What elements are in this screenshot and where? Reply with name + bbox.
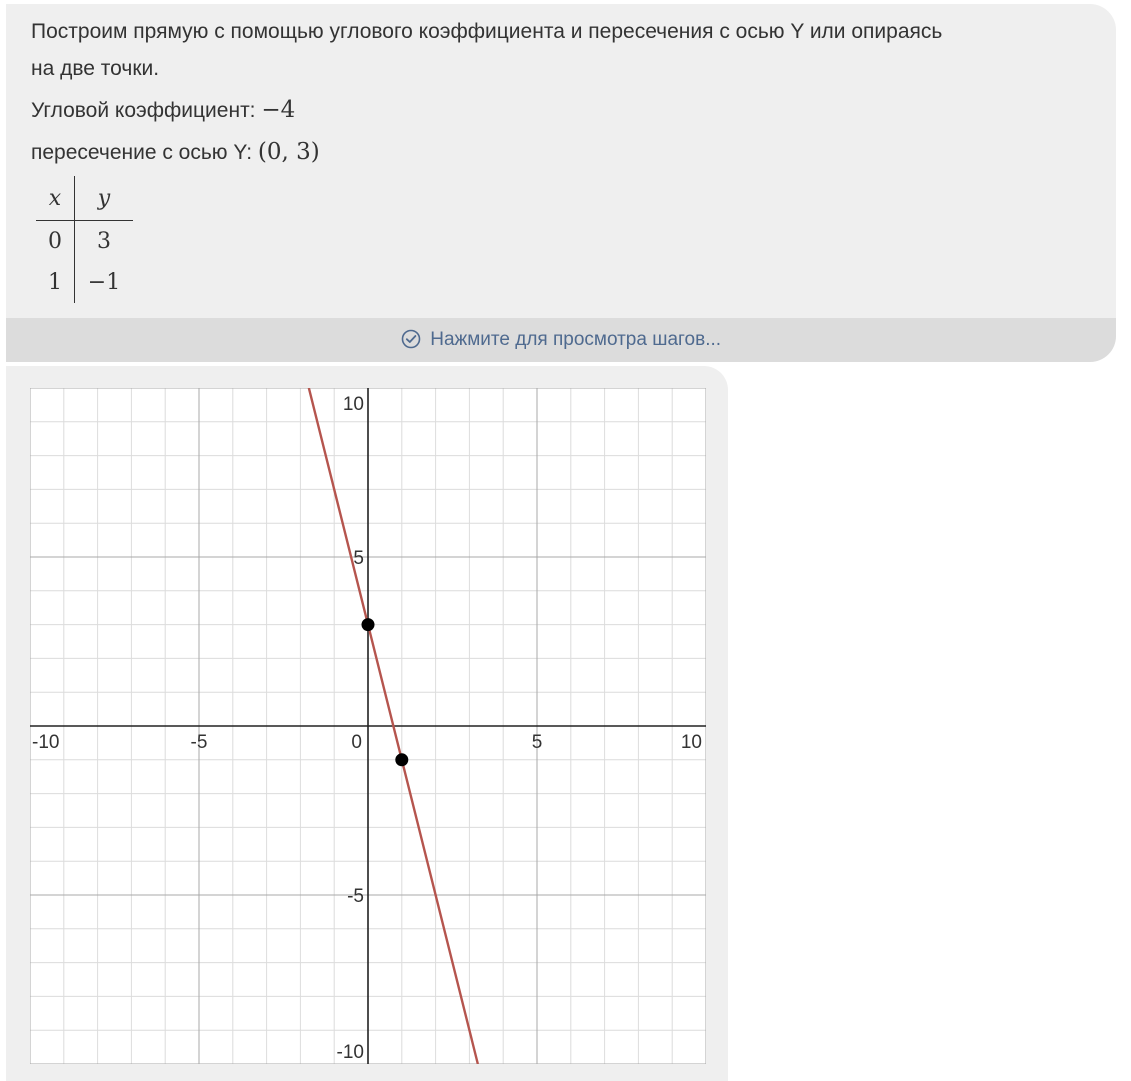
values-table (36, 176, 133, 303)
check-circle-icon (401, 329, 421, 349)
x-tick-label: 0 (351, 732, 362, 753)
solution-card (6, 4, 1116, 362)
table-cell: 0 (36, 221, 75, 263)
explanation-line-1: Построим прямую с помощью углового коэффициента и пересечения с осью Y или опираясь (31, 20, 943, 43)
table-row (36, 221, 133, 263)
graph-card (6, 366, 728, 1081)
intercept-label: пересечение с осью Y: (31, 141, 253, 164)
x-tick-label: 10 (680, 732, 702, 753)
intercept-row (31, 134, 320, 171)
table-cell: −1 (87, 270, 121, 295)
slope-value: −4 (261, 97, 296, 123)
intercept-value: (0, 3) (257, 139, 320, 165)
table-header-x: x (36, 176, 75, 221)
x-tick-label: -5 (190, 732, 208, 753)
table-cell: 1 (36, 262, 75, 303)
y-tick-label: 5 (353, 548, 364, 569)
slope-label: Угловой коэффициент: (31, 99, 256, 122)
table-header-y: y (75, 176, 134, 221)
table-row (36, 262, 133, 303)
x-tick-label: -10 (32, 732, 60, 753)
line-graph[interactable] (30, 388, 706, 1064)
show-steps-label: Нажмите для просмотра шагов... (430, 329, 722, 350)
x-tick-label: 5 (531, 732, 543, 753)
y-tick-label: -5 (347, 886, 364, 907)
y-tick-label: -10 (336, 1042, 364, 1063)
slope-row (31, 92, 295, 129)
table-cell: 3 (97, 229, 111, 254)
y-tick-label: 10 (342, 394, 364, 415)
data-point[interactable] (395, 753, 408, 766)
show-steps-button[interactable] (6, 318, 1116, 362)
data-point[interactable] (362, 618, 375, 631)
explanation-line-2: на две точки. (31, 57, 160, 80)
